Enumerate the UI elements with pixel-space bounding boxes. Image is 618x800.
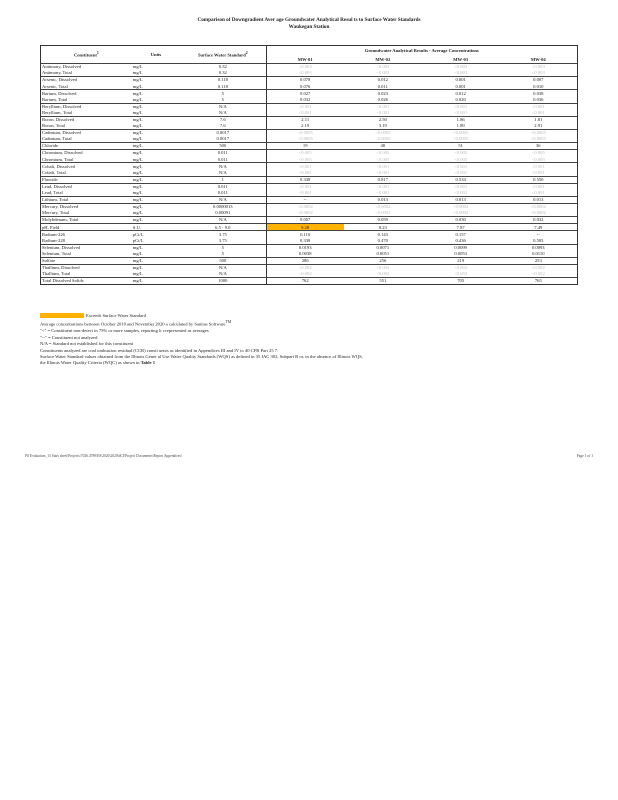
units-cell: mg/L	[132, 83, 143, 89]
value-cell: <0.002	[422, 264, 500, 271]
value-cell: 0.032	[500, 217, 578, 224]
table-row	[41, 210, 578, 217]
legend-swatch	[40, 313, 84, 318]
value-cell: <0.001	[422, 163, 500, 170]
value-cell: <0.005	[298, 156, 312, 162]
units-cell: mg/L	[132, 257, 180, 264]
units-cell: mg/L	[132, 77, 180, 84]
standard-cell: 0.32	[180, 64, 266, 71]
table-row	[41, 264, 578, 271]
value-cell: <0.0002	[266, 203, 344, 210]
value-cell: --	[266, 196, 344, 203]
value-cell: 0.023	[344, 90, 422, 97]
footer-page-number: Page 1 of 1	[576, 454, 593, 458]
value-cell: 765	[500, 278, 578, 285]
units-cell: mg/L	[132, 123, 143, 129]
value-cell: 0.0038	[298, 250, 312, 256]
value-cell: <0.0005	[422, 129, 500, 136]
note-6: Surface Water Standard values obtained from the Illinois Gener al Use Water Quality Standards (WQS) as defined in 35 IAC 302, Subpart B or, in the absence of Illinois WQS,	[40, 353, 363, 359]
standard-cell: N/A	[180, 264, 266, 271]
table-row	[41, 143, 578, 150]
table-row	[41, 110, 578, 117]
value-cell: <0.003	[298, 70, 312, 76]
constituent-cell: Chloride	[41, 143, 132, 150]
header-units: Units	[132, 46, 180, 64]
units-cell: mg/L	[132, 70, 143, 76]
value-cell: <0.001	[298, 190, 312, 196]
value-cell: <0.002	[266, 264, 344, 271]
constituent-cell: Mercury, Total	[41, 210, 132, 217]
standard-cell: 0.0000013	[180, 203, 266, 210]
constituent-cell: Barium, Total	[41, 96, 132, 103]
standard-cell: 500	[180, 257, 266, 264]
units-cell: mg/L	[132, 169, 143, 175]
value-cell: 0.817	[344, 176, 422, 183]
value-cell: 0.001	[422, 77, 500, 84]
value-cell: <0.001	[500, 183, 578, 190]
value-cell: 0.076	[300, 83, 311, 89]
value-cell: 0.026	[377, 96, 388, 102]
standard-cell: N/A	[180, 110, 266, 117]
constituent-cell: Fluoride	[41, 176, 132, 183]
value-cell: 36	[500, 143, 578, 150]
value-cell: 0.157	[422, 231, 500, 238]
value-cell: <0.001	[266, 163, 344, 170]
table-row	[41, 278, 578, 285]
value-cell: 3.19	[378, 123, 387, 129]
standard-cell: N/A	[180, 103, 266, 110]
value-cell: 19	[266, 143, 344, 150]
units-cell: mg/L	[132, 150, 180, 157]
standard-cell: 5	[180, 96, 266, 103]
constituent-cell: Arsenic, Total	[41, 83, 132, 90]
value-cell: <0.0002	[500, 203, 578, 210]
note-5: Constituents analyzed are coal ombustion residual (CCR) consti uents as identified in Appendices III and IV to 40 CFR Part 25 7.	[40, 347, 279, 353]
value-cell: 0.027	[266, 90, 344, 97]
table-row	[41, 237, 578, 244]
value-cell: 0.057	[266, 217, 344, 224]
standard-cell: 0.118	[180, 77, 266, 84]
value-cell: 8.23	[344, 224, 422, 231]
value-cell: <0.001	[454, 109, 468, 115]
table-row	[41, 70, 578, 77]
value-cell: 0.013	[500, 196, 578, 203]
note-4: N/A = Standard not established for this constituent	[40, 341, 134, 347]
value-cell: <0.003	[454, 70, 468, 76]
table-row	[41, 90, 578, 97]
value-cell: <0.001	[376, 190, 390, 196]
value-cell: 0.550	[500, 176, 578, 183]
value-cell: <0.0005	[453, 136, 469, 142]
value-cell: 0.110	[266, 231, 344, 238]
table-row	[41, 251, 578, 258]
value-cell: <0.001	[376, 109, 390, 115]
units-cell: mg/L	[132, 210, 143, 216]
value-cell: <0.001	[422, 183, 500, 190]
value-cell: <0.001	[266, 103, 344, 110]
constituent-cell: Barium, Dissolved	[41, 90, 132, 97]
units-cell: mg/L	[132, 264, 180, 271]
standard-cell: 7.6	[180, 116, 266, 123]
standard-cell: N/A	[180, 217, 266, 224]
value-cell: 0.036	[500, 96, 578, 103]
standard-cell: 0.011	[180, 183, 266, 190]
value-cell: <0.0005	[500, 129, 578, 136]
value-cell: <0.002	[344, 264, 422, 271]
table-row	[41, 129, 578, 136]
value-cell: --	[500, 231, 578, 238]
constituent-cell: Boron, Dissolved	[41, 116, 132, 123]
standard-cell: 1000	[180, 278, 266, 285]
value-cell: 0.010	[500, 83, 578, 90]
header-well: MW-02	[375, 56, 391, 62]
value-cell: 256	[344, 257, 422, 264]
constituent-cell: Arsenic, Dissolved	[41, 77, 132, 84]
constituent-cell: Radium-228	[41, 237, 132, 244]
value-cell: 219	[422, 257, 500, 264]
table-row	[41, 83, 578, 90]
value-cell: <0.001	[344, 163, 422, 170]
table-row	[41, 244, 578, 251]
value-cell: 0.038	[500, 90, 578, 97]
value-cell: 0.0053	[454, 250, 467, 256]
value-cell: 0.013	[422, 196, 500, 203]
value-cell: 0.338	[300, 237, 311, 243]
units-cell: pCi/L	[132, 237, 144, 243]
constituent-cell: Antimony, Dissolved	[41, 64, 132, 71]
notes-section	[40, 313, 363, 367]
value-cell: 0.534	[422, 176, 500, 183]
units-cell: mg/L	[132, 244, 180, 251]
value-cell: <0.003	[376, 70, 390, 76]
constituent-cell: Boron, Total	[41, 123, 132, 130]
constituent-cell: Selenium, Dissolved	[41, 244, 132, 251]
value-cell: <0.001	[500, 163, 578, 170]
value-cell: <0.001	[376, 169, 390, 175]
value-cell: <0.001	[344, 183, 422, 190]
value-cell: <0.0005	[344, 129, 422, 136]
table-row	[41, 64, 578, 71]
units-cell: mg/L	[132, 103, 180, 110]
value-cell: <0.001	[344, 103, 422, 110]
table-row	[41, 196, 578, 203]
value-cell: 0.0193	[266, 244, 344, 251]
value-cell: 9.28	[266, 224, 344, 231]
units-cell: mg/L	[132, 116, 180, 123]
units-cell: mg/L	[132, 136, 143, 142]
note-3: "--" = Constituent not analyzed	[40, 334, 98, 340]
table-row	[41, 176, 578, 183]
value-cell: 0.0093	[500, 244, 578, 251]
constituent-cell: Cadmium, Total	[41, 136, 132, 143]
value-cell: <0.001	[454, 169, 468, 175]
standard-cell: 5	[180, 90, 266, 97]
value-cell: 0.0051	[376, 250, 390, 256]
table-row	[41, 150, 578, 157]
value-cell: 705	[422, 278, 500, 285]
value-cell: <0.001	[500, 103, 578, 110]
value-cell: <0.0002	[375, 210, 391, 216]
value-cell: 7.49	[500, 224, 578, 231]
constituent-cell: Lead, Dissolved	[41, 183, 132, 190]
value-cell: <0.005	[454, 156, 468, 162]
value-cell: 0.020	[455, 96, 466, 102]
table-row	[41, 271, 578, 278]
standard-cell: 3.75	[180, 231, 266, 238]
constituent-cell: Beryllium, Dissolved	[41, 103, 132, 110]
standard-cell: N/A	[180, 271, 266, 278]
units-cell: mg/L	[132, 217, 180, 224]
units-cell: mg/L	[132, 96, 143, 102]
standard-cell: 0.00091	[180, 210, 266, 217]
units-cell: mg/L	[132, 176, 180, 183]
header-group: Groundwater Analytical Results - Average Concentrations	[266, 46, 577, 57]
standard-cell: 1	[180, 176, 266, 183]
units-cell: mg/L	[132, 196, 180, 203]
note-7: the Illinois Water Quality Criteria (WQC) as shown in Table 1	[40, 360, 155, 366]
value-cell: 0.030	[422, 217, 500, 224]
value-cell: <0.0005	[500, 136, 578, 143]
value-cell: 0.007	[500, 77, 578, 84]
table-row	[41, 123, 578, 130]
constituent-cell: Antimony, Total	[41, 70, 132, 77]
units-cell: pCi/L	[132, 231, 180, 238]
value-cell: 2.11	[266, 116, 344, 123]
table-row	[41, 163, 578, 170]
table-row	[41, 217, 578, 224]
header-well: MW-04	[500, 56, 578, 64]
value-cell: <0.001	[422, 103, 500, 110]
standard-cell: 0.011	[180, 156, 266, 163]
header-standard: Surface Water Standard$^2$	[180, 46, 266, 64]
value-cell: <0.001	[298, 109, 312, 115]
constituent-cell: pH, Field	[41, 224, 132, 231]
value-cell: 1.89	[456, 123, 465, 129]
constituent-cell: Chromium, Dissolved	[41, 150, 132, 157]
constituent-cell: Selenium, Total	[41, 251, 132, 258]
standard-cell: 7.6	[180, 123, 266, 130]
value-cell: <0.0002	[297, 210, 313, 216]
units-cell: mg/L	[132, 278, 180, 285]
header-well: MW-03	[453, 56, 469, 62]
constituent-cell: Cobalt, Total	[41, 170, 132, 177]
value-cell: 48	[344, 143, 422, 150]
value-cell: 1.86	[422, 116, 500, 123]
value-cell: 0.012	[422, 90, 500, 97]
table-row	[41, 116, 578, 123]
units-cell: mg/L	[132, 203, 180, 210]
units-cell: mg/L	[132, 64, 180, 71]
value-cell: 0.0110	[500, 251, 578, 258]
value-cell: <0.005	[500, 150, 578, 157]
value-cell: <0.0005	[266, 129, 344, 136]
header-constituent: Constituent$^1$	[41, 46, 132, 64]
table-row	[41, 231, 578, 238]
units-cell: mg/L	[132, 90, 180, 97]
table-row	[41, 170, 578, 177]
value-cell: 2.50	[344, 116, 422, 123]
units-cell: mg/L	[132, 250, 143, 256]
value-cell: <0.001	[500, 170, 578, 177]
constituent-cell: Molybdenum, Total	[41, 217, 132, 224]
units-cell: mg/L	[132, 129, 180, 136]
note-1: Average concentrations between October 2010 and November 2020 a calculated by Sanitas Software™	[40, 320, 232, 327]
constituent-cell: Chromium, Total	[41, 156, 132, 163]
value-cell: <0.003	[422, 64, 500, 71]
value-cell: <0.0002	[453, 210, 469, 216]
constituent-cell: Thallium, Dissolved	[41, 264, 132, 271]
value-cell: <0.001	[298, 169, 312, 175]
value-cell: 253	[500, 257, 578, 264]
standard-cell: 5	[180, 244, 266, 251]
value-cell: <0.001	[266, 183, 344, 190]
standard-cell: 5	[180, 251, 266, 258]
value-cell: <0.0002	[344, 203, 422, 210]
constituent-cell: Cobalt, Dissolved	[41, 163, 132, 170]
value-cell: 0.032	[300, 96, 311, 102]
table-row	[41, 96, 578, 103]
value-cell: 0.078	[266, 77, 344, 84]
value-cell: <0.003	[500, 64, 578, 71]
units-cell: mg/L	[132, 156, 143, 162]
value-cell: 286	[266, 257, 344, 264]
value-cell: 0.505	[500, 237, 578, 244]
standard-cell: 0.32	[180, 70, 266, 77]
value-cell: <0.003	[344, 64, 422, 71]
standard-cell: 0.118	[180, 83, 266, 90]
value-cell: <0.002	[500, 264, 578, 271]
value-cell: <0.005	[266, 150, 344, 157]
table-row	[41, 257, 578, 264]
value-cell: <0.005	[344, 150, 422, 157]
value-cell: <0.002	[376, 271, 390, 277]
value-cell: <0.001	[454, 190, 468, 196]
value-cell: <0.0002	[422, 203, 500, 210]
constituent-cell: Lead, Total	[41, 190, 132, 197]
table-row	[41, 224, 578, 231]
header-well: MW-01	[297, 56, 313, 62]
value-cell: <0.001	[500, 110, 578, 117]
value-cell: 7.87	[422, 224, 500, 231]
value-cell: <0.0002	[500, 210, 578, 217]
value-cell: 0.143	[344, 231, 422, 238]
value-cell: <0.003	[266, 64, 344, 71]
value-cell: <0.001	[500, 190, 578, 197]
constituent-cell: Lithium, Total	[41, 196, 132, 203]
units-cell: mg/L	[132, 143, 180, 150]
units-cell: S.U.	[132, 224, 180, 231]
value-cell: 0.338	[266, 176, 344, 183]
value-cell: 1.81	[500, 116, 578, 123]
value-cell: 0.436	[455, 237, 466, 243]
units-cell: mg/L	[132, 163, 180, 170]
document-subtitle: Waukegan Station	[288, 24, 330, 30]
value-cell: 0.0099	[422, 244, 500, 251]
table-row	[41, 203, 578, 210]
constituent-cell: Mercury, Dissolved	[41, 203, 132, 210]
constituent-cell: Cadmium, Dissolved	[41, 129, 132, 136]
value-cell: 762	[266, 278, 344, 285]
value-cell: <0.005	[422, 150, 500, 157]
value-cell: <0.003	[500, 70, 578, 77]
standard-cell: 0.011	[180, 150, 266, 157]
document-title: Comparison of Downgradient Aver age Groundwater Analytical Resul ts to Surface Water Standards	[197, 17, 421, 23]
value-cell: <0.005	[500, 156, 578, 163]
table-row	[41, 136, 578, 143]
constituent-cell: Radium-226	[41, 231, 132, 238]
table-row	[41, 156, 578, 163]
value-cell: <0.002	[454, 271, 468, 277]
units-cell: mg/L	[132, 271, 143, 277]
value-cell: 51	[422, 143, 500, 150]
standard-cell: N/A	[180, 170, 266, 177]
standard-cell: 0.0017	[180, 129, 266, 136]
table-row	[41, 183, 578, 190]
standard-cell: 0.0017	[180, 136, 266, 143]
value-cell: 551	[344, 278, 422, 285]
units-cell: mg/L	[132, 190, 143, 196]
value-cell: <0.0005	[297, 136, 313, 142]
footer-path: Pil Evaluation_13 Stars sheet\Projects\7026.4789\ES\2020\2020\dCI\Project Documents\Report Appendices\	[25, 454, 182, 458]
value-cell: <0.005	[376, 156, 390, 162]
table-row	[41, 103, 578, 110]
value-cell: 0.0071	[344, 244, 422, 251]
value-cell: 0.001	[455, 83, 466, 89]
constituent-cell: Sulfate	[41, 257, 132, 264]
standard-cell: 0.011	[180, 190, 266, 197]
units-cell: mg/L	[132, 109, 143, 115]
value-cell: 0.470	[377, 237, 388, 243]
value-cell: 2.19	[301, 123, 310, 129]
value-cell: 0.012	[344, 77, 422, 84]
value-cell: 0.059	[344, 217, 422, 224]
legend-row: Exceeds Surface Water Standard	[40, 313, 363, 319]
value-cell: <0.002	[500, 271, 578, 278]
units-cell: mg/L	[132, 183, 180, 190]
constituent-cell: Beryllium, Total	[41, 110, 132, 117]
constituent-cell: Thallium, Total	[41, 271, 132, 278]
value-cell: <0.0005	[375, 136, 391, 142]
groundwater-results-table	[40, 45, 578, 285]
standard-cell: N/A	[180, 163, 266, 170]
table-row	[41, 77, 578, 84]
standard-cell: 3.75	[180, 237, 266, 244]
value-cell: 2.91	[500, 123, 578, 130]
standard-cell: 6.5 - 9.0	[180, 224, 266, 231]
standard-cell: N/A	[180, 196, 266, 203]
value-cell: <0.002	[298, 271, 312, 277]
standard-cell: 500	[180, 143, 266, 150]
table-row	[41, 190, 578, 197]
value-cell: 0.011	[377, 83, 388, 89]
value-cell: 0.013	[344, 196, 422, 203]
constituent-cell: Total Dissolved Solids	[41, 278, 132, 285]
note-2: "<" = Constituent non-detect in 75% or more samples, reporting li ccepresented as averages	[40, 328, 209, 334]
